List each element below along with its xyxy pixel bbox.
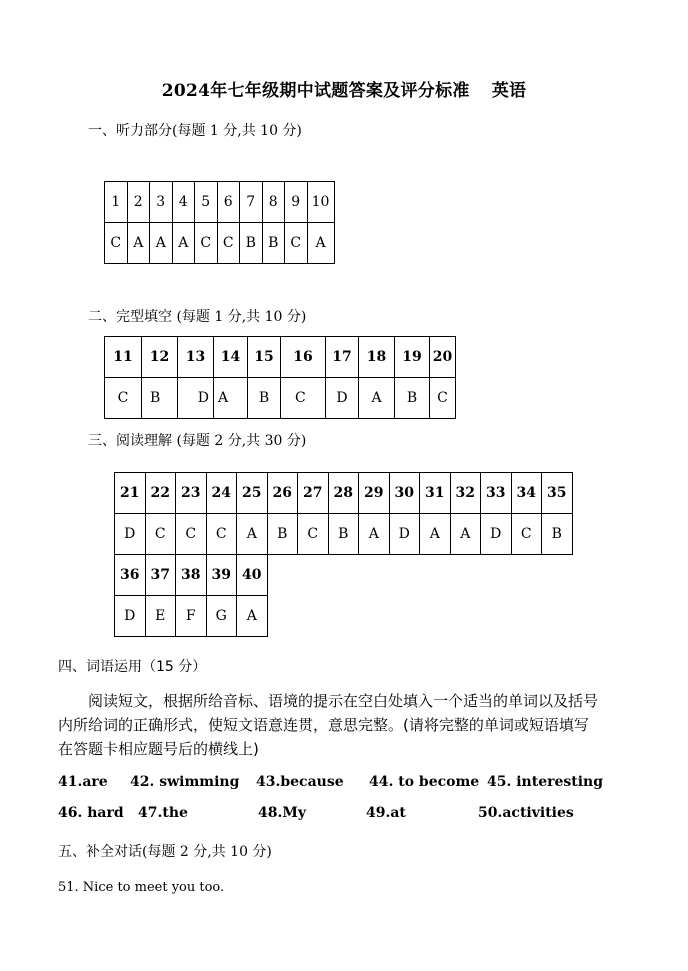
question-number: 35 <box>542 473 573 514</box>
question-number: 7 <box>240 182 263 223</box>
question-number: 20 <box>430 337 456 378</box>
question-number: 12 <box>142 337 178 378</box>
answer-cell: B <box>328 514 359 555</box>
answer-cell: C <box>217 223 240 264</box>
question-number: 6 <box>217 182 240 223</box>
answer-cell: C <box>176 514 207 555</box>
answer-cell: B <box>240 223 263 264</box>
section3-title: 三、阅读理解 <box>88 433 172 449</box>
answer-48: 48.My <box>258 805 306 821</box>
question-number: 34 <box>511 473 542 514</box>
section1-heading <box>88 120 302 140</box>
answer-cell: A <box>172 223 195 264</box>
question-number: 5 <box>195 182 218 223</box>
answer-cell: D <box>115 596 146 637</box>
answer-cell: A <box>359 514 390 555</box>
instruction-line: 在答题卡相应题号后的横线上) <box>58 740 259 758</box>
question-number: 25 <box>237 473 268 514</box>
title-main: 2024年七年级期中试题答案及评分标准 <box>161 81 470 101</box>
question-number: 32 <box>450 473 481 514</box>
section1-title: 一、听力部分 <box>88 123 172 139</box>
answer-cell: A <box>420 514 451 555</box>
answer-41: 41.are <box>58 774 108 790</box>
question-number: 22 <box>145 473 176 514</box>
section3-answer-row <box>115 514 573 555</box>
instruction-line: 内所给词的正确形式，使短文语意连贯，意思完整。(请将完整的单词或短语填写 <box>58 716 589 734</box>
question-number: 2 <box>127 182 150 223</box>
question-number: 24 <box>206 473 237 514</box>
question-number: 9 <box>285 182 308 223</box>
question-number: 16 <box>281 337 326 378</box>
question-number: 38 <box>176 555 207 596</box>
answer-cell: C <box>145 514 176 555</box>
question-number: 23 <box>176 473 207 514</box>
answer-42: 42. swimming <box>130 774 240 790</box>
answer-cell: A <box>214 378 248 419</box>
question-number: 33 <box>481 473 512 514</box>
answer-cell: C <box>195 223 218 264</box>
answer-49: 49.at <box>366 805 406 821</box>
answer-50: 50.activities <box>478 805 574 821</box>
question-number: 14 <box>214 337 248 378</box>
question-number: 26 <box>267 473 298 514</box>
answer-cell: A <box>450 514 481 555</box>
answer-cell: B <box>267 514 298 555</box>
title-subject: 英语 <box>491 81 527 101</box>
answer-cell: A <box>127 223 150 264</box>
answer-cell: D <box>481 514 512 555</box>
section3-heading <box>88 430 306 450</box>
answer-cell: D <box>326 378 359 419</box>
answer-cell: C <box>105 223 128 264</box>
answer-cell: B <box>542 514 573 555</box>
document-title <box>0 76 688 101</box>
question-number: 21 <box>115 473 146 514</box>
answer-cell: B <box>142 378 178 419</box>
answer-cell: C <box>281 378 326 419</box>
answer-43: 43.because <box>256 774 344 790</box>
answer-47: 47.the <box>138 805 188 821</box>
section2-number-row <box>105 337 456 378</box>
answer-cell: C <box>511 514 542 555</box>
empty-cell <box>267 555 572 596</box>
section3-answer-row-2 <box>115 596 573 637</box>
answer-cell: A <box>307 223 334 264</box>
question-number: 40 <box>237 555 268 596</box>
answer-cell: A <box>150 223 173 264</box>
empty-cell <box>267 596 572 637</box>
section2-points: (每题 1 分,共 10 分) <box>176 309 307 325</box>
question-number: 4 <box>172 182 195 223</box>
question-number: 8 <box>262 182 285 223</box>
answer-cell: D <box>178 378 214 419</box>
section1-answer-row <box>105 223 335 264</box>
section3-points: (每题 2 分,共 30 分) <box>176 433 307 449</box>
question-number: 1 <box>105 182 128 223</box>
section1-answer-table <box>104 181 335 264</box>
section2-answer-row <box>105 378 456 419</box>
answer-46: 46. hard <box>58 805 124 821</box>
answer-51: 51. Nice to meet you too. <box>58 880 225 895</box>
answer-cell: B <box>262 223 285 264</box>
question-number: 39 <box>206 555 237 596</box>
answer-45: 45. interesting <box>487 774 604 790</box>
answer-cell: C <box>298 514 329 555</box>
question-number: 17 <box>326 337 359 378</box>
answer-cell: D <box>115 514 146 555</box>
section4-heading: 四、词语运用（15 分） <box>58 659 207 675</box>
question-number: 31 <box>420 473 451 514</box>
section2-title: 二、完型填空 <box>88 309 172 325</box>
section5-heading <box>58 841 272 861</box>
answer-cell: B <box>395 378 430 419</box>
answer-44: 44. to become <box>369 774 480 790</box>
answer-cell: A <box>359 378 395 419</box>
question-number: 15 <box>248 337 281 378</box>
answer-cell: C <box>206 514 237 555</box>
question-number: 19 <box>395 337 430 378</box>
answer-cell: C <box>105 378 142 419</box>
question-number: 3 <box>150 182 173 223</box>
section5-points: (每题 2 分,共 10 分) <box>142 844 272 860</box>
question-number: 28 <box>328 473 359 514</box>
section3-answer-table <box>114 472 573 637</box>
answer-cell: A <box>237 514 268 555</box>
answer-cell: D <box>389 514 420 555</box>
section3-number-row <box>115 473 573 514</box>
question-number: 30 <box>389 473 420 514</box>
section4-instructions <box>58 689 648 761</box>
question-number: 11 <box>105 337 142 378</box>
question-number: 18 <box>359 337 395 378</box>
answer-cell: G <box>206 596 237 637</box>
question-number: 27 <box>298 473 329 514</box>
answer-cell: C <box>285 223 308 264</box>
answer-cell: A <box>237 596 268 637</box>
answer-cell: C <box>430 378 456 419</box>
section1-number-row <box>105 182 335 223</box>
question-number: 37 <box>145 555 176 596</box>
section5-title: 五、补全对话 <box>58 844 142 860</box>
question-number: 13 <box>178 337 214 378</box>
question-number: 10 <box>307 182 334 223</box>
answer-cell: F <box>176 596 207 637</box>
answer-cell: E <box>145 596 176 637</box>
section3-number-row-2 <box>115 555 573 596</box>
question-number: 29 <box>359 473 390 514</box>
section1-points: (每题 1 分,共 10 分) <box>172 123 302 139</box>
answer-cell: B <box>248 378 281 419</box>
instruction-line: 阅读短文，根据所给音标、语境的提示在空白处填入一个适当的单词以及括号 <box>88 692 599 710</box>
section2-heading <box>88 306 306 326</box>
question-number: 36 <box>115 555 146 596</box>
section2-answer-table <box>104 336 456 419</box>
